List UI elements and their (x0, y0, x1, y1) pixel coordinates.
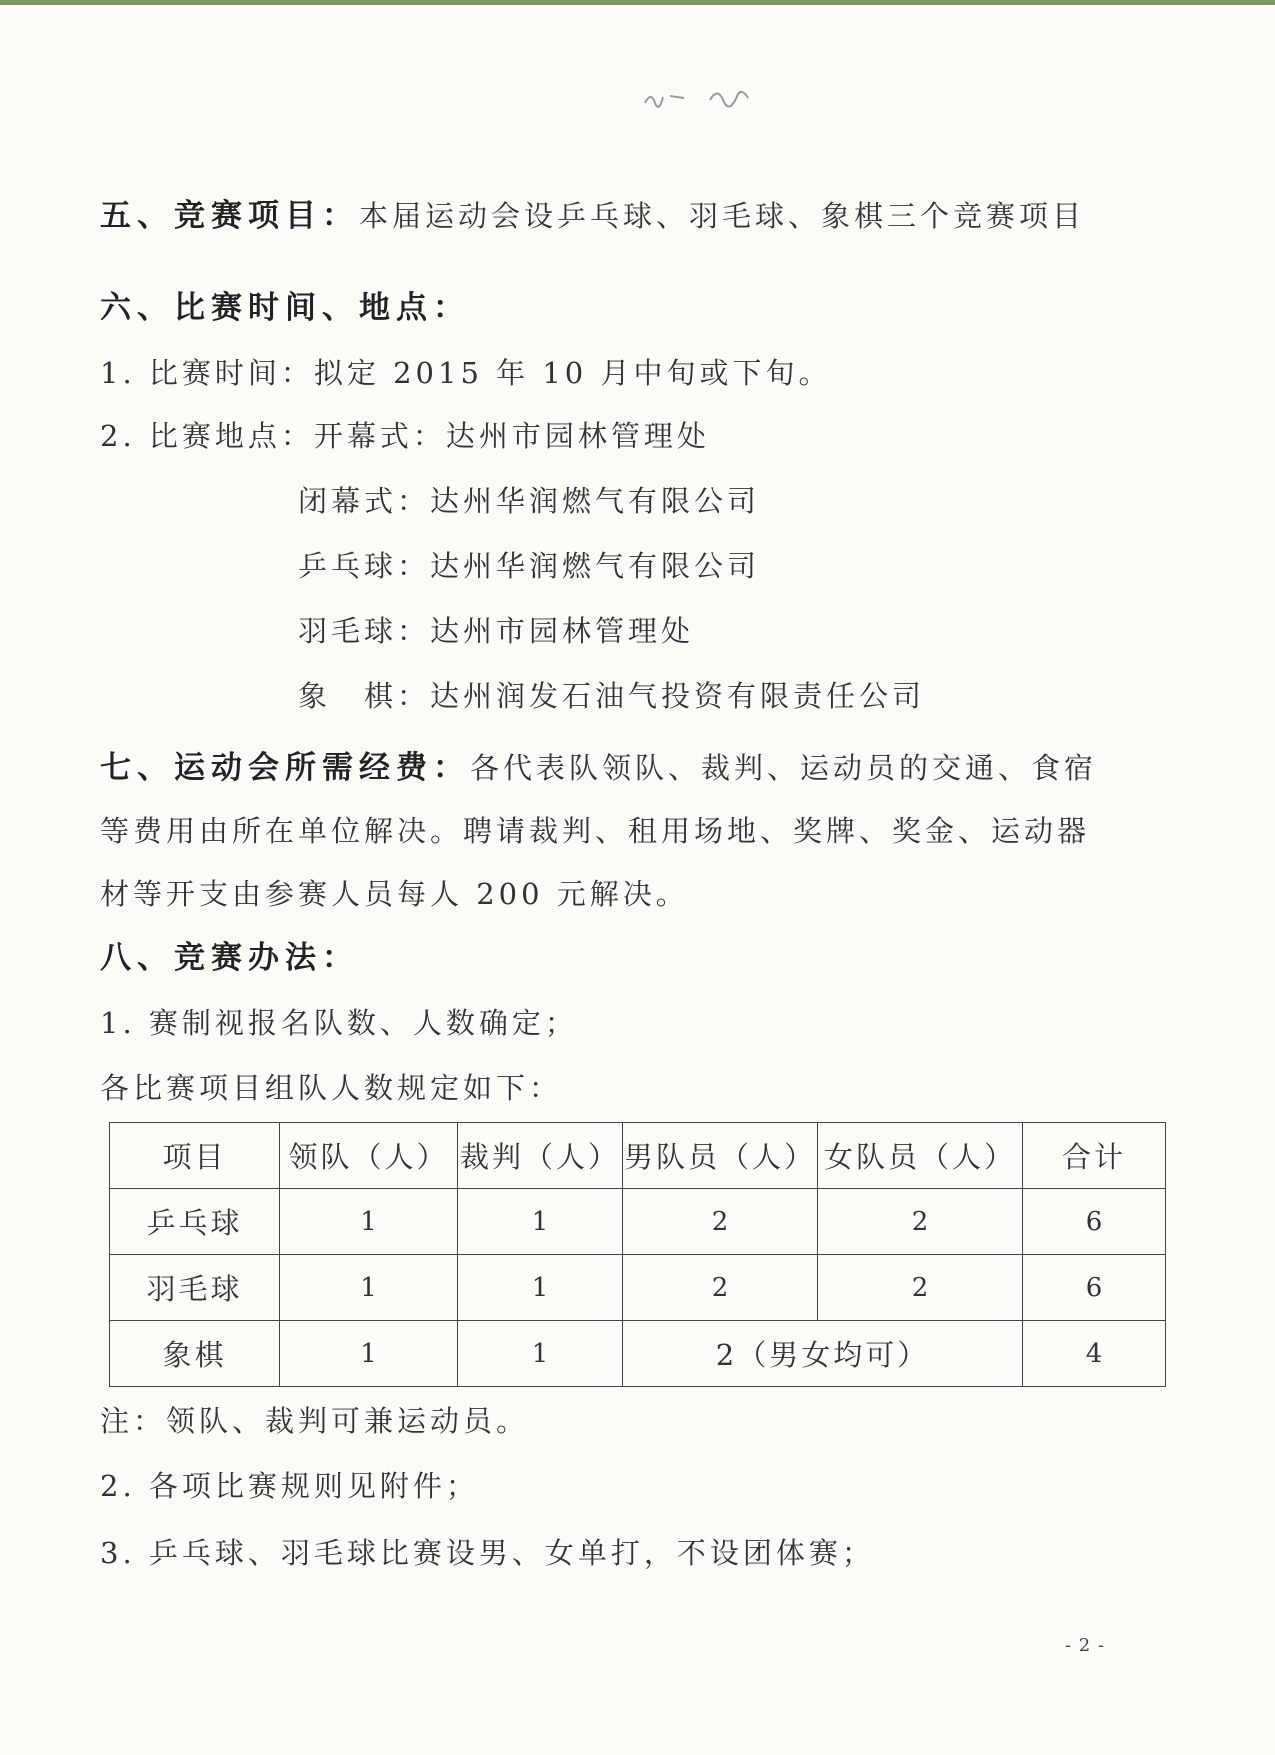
table-cell: 乒乓球 (110, 1189, 280, 1255)
section-8-heading: 八、竞赛办法： (100, 940, 359, 976)
section-7-text: 各代表队领队、裁判、运动员的交通、食宿 (470, 751, 1098, 785)
table-header: 女队员（人） (818, 1123, 1023, 1189)
table-cell: 1 (280, 1321, 458, 1387)
venue-value: 达州华润燃气有限公司 (430, 484, 761, 518)
table-cell: 6 (1023, 1189, 1166, 1255)
venue-row (298, 678, 925, 714)
table-cell: 羽毛球 (110, 1255, 280, 1321)
table-header: 合计 (1023, 1123, 1166, 1189)
table-note: 注：领队、裁判可兼运动员。 (100, 1404, 530, 1438)
table-row (110, 1189, 1166, 1255)
table-cell: 6 (1023, 1255, 1166, 1321)
handwritten-mark (640, 78, 800, 118)
page-number: - 2 - (1065, 1635, 1106, 1656)
table-cell: 4 (1023, 1321, 1166, 1387)
table-cell: 2 (818, 1189, 1023, 1255)
section-5-line (100, 198, 1085, 234)
venue-row (100, 418, 710, 454)
section-6-heading: 六、比赛时间、地点： (100, 290, 470, 326)
section-8-item: 1. 赛制视报名队数、人数确定； (100, 1006, 578, 1040)
table-cell: 2 (818, 1255, 1023, 1321)
table-cell: 1 (458, 1189, 623, 1255)
scan-top-edge (0, 0, 1275, 5)
section-5-text: 本届运动会设乒乓球、羽毛球、象棋三个竞赛项目 (359, 199, 1086, 233)
table-header: 男队员（人） (623, 1123, 818, 1189)
table-cell: 2 (623, 1189, 818, 1255)
venue-value: 达州华润燃气有限公司 (430, 549, 761, 583)
table-intro: 各比赛项目组队人数规定如下： (100, 1071, 563, 1105)
venue-row (298, 483, 760, 519)
table-row (110, 1321, 1166, 1387)
section-5-heading: 五、竞赛项目： (100, 198, 359, 234)
table-row (110, 1255, 1166, 1321)
table-header: 裁判（人） (458, 1123, 623, 1189)
table-header-row (110, 1123, 1166, 1189)
venue-row (298, 548, 760, 584)
venue-label: 羽毛球： (298, 614, 431, 648)
section-7-line (100, 750, 1097, 786)
section-7-text: 材等开支由参赛人员每人 200 元解决。 (100, 877, 689, 911)
section-7-text: 等费用由所在单位解决。聘请裁判、租用场地、奖牌、奖金、运动器 (100, 814, 1091, 848)
match-time: 1. 比赛时间：拟定 2015 年 10 月中旬或下旬。 (100, 356, 832, 390)
section-7-heading: 七、运动会所需经费： (100, 750, 470, 786)
table-header: 领队（人） (280, 1123, 458, 1189)
section-8-item: 2. 各项比赛规则见附件； (100, 1469, 479, 1503)
table-cell: 1 (280, 1189, 458, 1255)
table-header: 项目 (110, 1123, 280, 1189)
table-cell: 2 (623, 1255, 818, 1321)
venue-value: 达州润发石油气投资有限责任公司 (430, 679, 926, 713)
table-cell: 1 (280, 1255, 458, 1321)
venue-label: 乒乓球： (298, 549, 431, 583)
match-place-label: 2. 比赛地点： (100, 419, 314, 453)
table-cell: 象棋 (110, 1321, 280, 1387)
venue-label: 开幕式： (313, 419, 446, 453)
venue-row (298, 613, 694, 649)
table-cell: 1 (458, 1255, 623, 1321)
table-cell: 2（男女均可） (623, 1321, 1023, 1387)
venue-label: 闭幕式： (298, 484, 431, 518)
venue-value: 达州市园林管理处 (445, 419, 710, 453)
venue-value: 达州市园林管理处 (430, 614, 695, 648)
table-cell: 1 (458, 1321, 623, 1387)
section-8-item: 3. 乒乓球、羽毛球比赛设男、女单打，不设团体赛； (100, 1536, 875, 1570)
venue-label: 象 棋： (298, 679, 431, 713)
team-size-table (109, 1122, 1166, 1387)
